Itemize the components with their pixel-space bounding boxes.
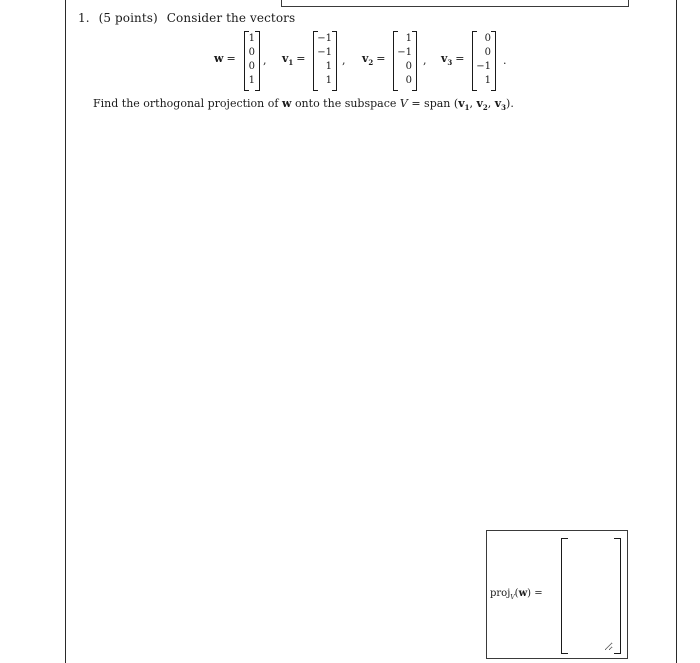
separator: , bbox=[342, 54, 346, 67]
vector-v3-entry: 0 bbox=[484, 47, 491, 58]
vector-v3-entry: 1 bbox=[484, 75, 491, 86]
vector-v3-label: $v_3$ = bbox=[441, 52, 465, 68]
vector-v1-entry: −1 bbox=[317, 33, 332, 44]
vector-w-entry: 0 bbox=[248, 47, 255, 58]
vector-v1-label: $v_1$ = bbox=[282, 52, 306, 68]
problem-points: (5 points) bbox=[98, 11, 158, 25]
vector-v3-matrix bbox=[472, 31, 496, 89]
separator: , bbox=[263, 54, 267, 67]
vector-definitions bbox=[0, 28, 700, 92]
page-border-left bbox=[65, 0, 66, 663]
vector-w-entry: 0 bbox=[248, 61, 255, 72]
vector-w-entry: 1 bbox=[248, 75, 255, 86]
vector-w-label: w = bbox=[214, 52, 236, 65]
page-border-right bbox=[676, 0, 677, 663]
vector-v3-entry: −1 bbox=[476, 61, 491, 72]
vector-w-entry: 1 bbox=[248, 33, 255, 44]
answer-input[interactable] bbox=[571, 543, 613, 651]
vector-v3-entry: 0 bbox=[484, 33, 491, 44]
vector-v2-entry: 1 bbox=[405, 33, 412, 44]
terminator: . bbox=[503, 54, 507, 67]
vector-v2-entry: 0 bbox=[405, 61, 412, 72]
vector-v2-label: $v_2$ = bbox=[362, 52, 386, 68]
problem-number: 1. bbox=[78, 11, 90, 25]
answer-bracket-left bbox=[561, 538, 568, 654]
problem-heading bbox=[78, 11, 295, 25]
vector-v1-entry: −1 bbox=[317, 47, 332, 58]
vector-v2-entry: 0 bbox=[405, 75, 412, 86]
vector-v1-matrix bbox=[313, 31, 337, 89]
vector-v1-entry: 1 bbox=[325, 75, 332, 86]
vector-v2-entry: −1 bbox=[397, 47, 412, 58]
vector-v1-entry: 1 bbox=[325, 61, 332, 72]
problem-intro: Consider the vectors bbox=[166, 11, 296, 25]
vector-w-matrix bbox=[244, 31, 260, 89]
question-text: Find the orthogonal projection of w onto the subspace V = span ($v_1$, $v_2$, $v_3$). bbox=[93, 97, 514, 113]
answer-box bbox=[486, 530, 628, 659]
answer-bracket-right bbox=[614, 538, 621, 654]
separator: , bbox=[423, 54, 427, 67]
projection-label: proj$_V$(w) = bbox=[490, 588, 543, 601]
vector-v2-matrix bbox=[393, 31, 417, 89]
previous-answer-box bbox=[281, 0, 629, 7]
